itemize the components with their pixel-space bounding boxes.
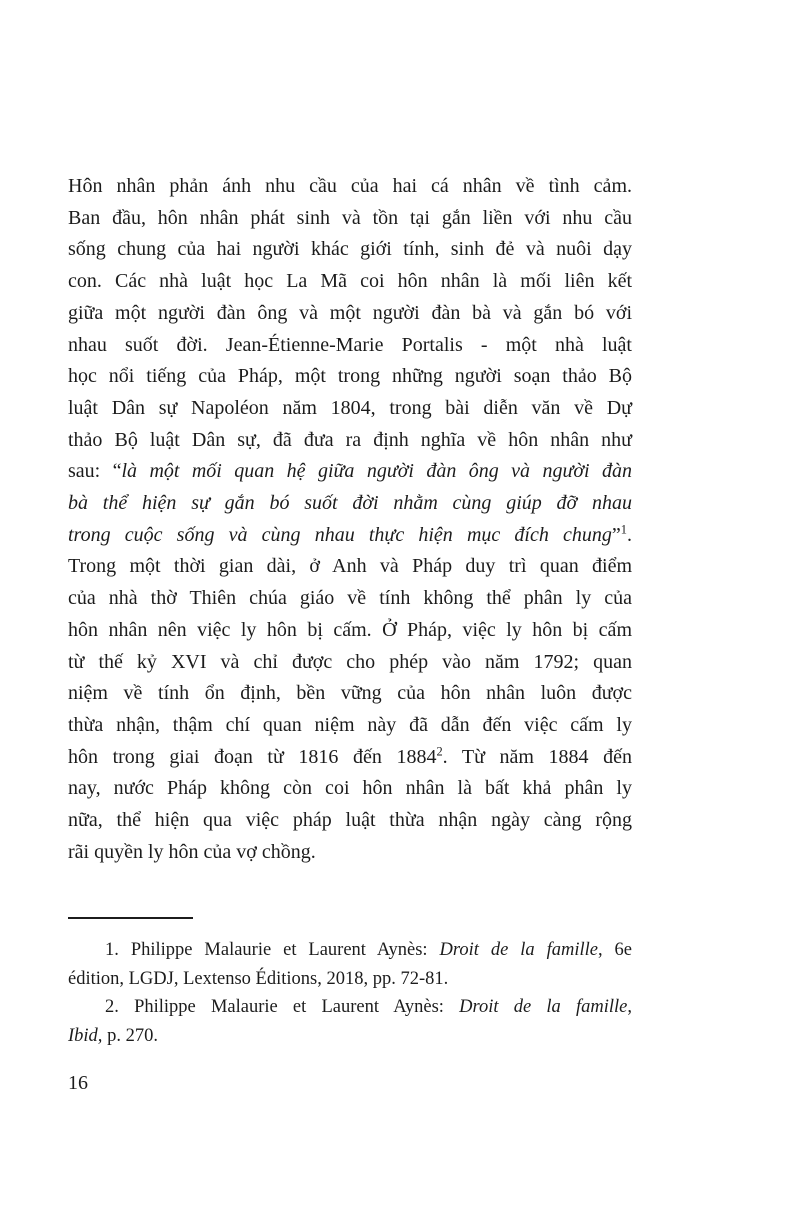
- body-segment: trong cuộc sống và cùng nhau thực hiện mục đích chung: [68, 523, 612, 546]
- body-line: [68, 710, 632, 742]
- body-segment: Ban đầu, hôn nhân phát sinh và tồn tại gắn liền với nhu cầu: [68, 206, 632, 229]
- body-segment: rãi quyền ly hôn của vợ chồng.: [68, 840, 316, 863]
- footnote-segment: Droit de la famille: [459, 997, 628, 1018]
- body-segment: ”: [611, 523, 621, 546]
- footnote-line: [68, 936, 632, 965]
- body-line: [68, 456, 632, 488]
- footnote-segment: p. 270.: [102, 1025, 158, 1046]
- footnote-line: [68, 1022, 632, 1051]
- body-line: [68, 203, 632, 235]
- footnotes: [68, 936, 632, 1050]
- footnote-segment: édition, LGDJ, Lextenso Éditions, 2018, pp. 72-81.: [68, 968, 449, 989]
- body-segment: bà thể hiện sự gắn bó suốt đời nhằm cùng giúp đỡ nhau: [68, 492, 632, 515]
- body-line: [68, 234, 632, 266]
- body-line: [68, 488, 632, 520]
- footnote-segment: ,: [627, 997, 632, 1018]
- body-segment: luật Dân sự Napoléon năm 1804, trong bài diễn văn về Dự: [68, 396, 632, 419]
- body-segment: .: [627, 523, 632, 546]
- body-footnote-ref: 1: [620, 522, 627, 537]
- page-number: 16: [68, 1072, 88, 1094]
- body-line: [68, 773, 632, 805]
- body-segment: học nổi tiếng của Pháp, một trong những người soạn thảo Bộ: [68, 365, 632, 388]
- body-line: [68, 393, 632, 425]
- footnote-1: [68, 936, 632, 993]
- body-line: [68, 425, 632, 457]
- body-segment: sau: “: [68, 460, 122, 483]
- footnote-line: [68, 965, 632, 994]
- body-line: [68, 678, 632, 710]
- body-segment: Hôn nhân phản ánh nhu cầu của hai cá nhân về tình cảm.: [68, 175, 632, 197]
- body-segment: của nhà thờ Thiên chúa giáo về tính không thể phân ly của: [68, 587, 632, 610]
- body-line: [68, 266, 632, 298]
- footnote-segment: , 6e: [597, 940, 632, 960]
- footnote-segment: Ibid,: [68, 1025, 103, 1046]
- footnote-line: [68, 993, 632, 1022]
- body-segment: nay, nước Pháp không còn coi hôn nhân là bất khả phân ly: [68, 777, 632, 800]
- body-line: [68, 583, 632, 615]
- body-text: [68, 171, 632, 868]
- body-segment: từ thế kỷ XVI và chỉ được cho phép vào năm 1792; quan: [68, 650, 632, 673]
- body-segment: thừa nhận, thậm chí quan niệm này đã dẫn đến việc cấm ly: [68, 713, 632, 736]
- footnote-segment: Droit de la famille: [439, 940, 598, 960]
- footnote-segment: 1. Philippe Malaurie et Laurent Aynès:: [105, 940, 440, 960]
- body-line: [68, 520, 632, 552]
- footnote-segment: 2. Philippe Malaurie et Laurent Aynès:: [105, 997, 460, 1018]
- body-segment: nữa, thể hiện qua việc pháp luật thừa nhận ngày càng rộng: [68, 809, 632, 832]
- body-line: [68, 742, 632, 774]
- body-footnote-ref: 2: [436, 744, 443, 758]
- body-segment: niệm về tính ổn định, bền vững của hôn nhân luôn được: [68, 682, 632, 705]
- body-segment: nhau suốt đời. Jean-Étienne-Marie Portalis - một nhà luật: [68, 333, 632, 356]
- body-line: [68, 171, 632, 203]
- body-segment: hôn nhân nên việc ly hôn bị cấm. Ở Pháp, việc ly hôn bị cấm: [68, 618, 632, 641]
- body-segment: sống chung của hai người khác giới tính, sinh đẻ và nuôi dạy: [68, 238, 632, 261]
- body-segment: . Từ năm 1884 đến: [442, 745, 632, 768]
- body-segment: thảo Bộ luật Dân sự, đã đưa ra định nghĩa về hôn nhân như: [68, 428, 632, 451]
- body-line: [68, 615, 632, 647]
- body-line: [68, 805, 632, 837]
- body-segment: giữa một người đàn ông và một người đàn bà và gắn bó với: [68, 301, 632, 324]
- body-line: [68, 330, 632, 362]
- body-line: [68, 647, 632, 679]
- footnote-2: [68, 993, 632, 1050]
- body-segment: con. Các nhà luật học La Mã coi hôn nhân là mối liên kết: [68, 270, 632, 293]
- body-segment: là một mối quan hệ giữa người đàn ông và người đàn: [121, 460, 632, 483]
- body-line: [68, 837, 632, 869]
- body-segment: hôn trong giai đoạn từ 1816 đến 1884: [68, 745, 437, 768]
- body-line: [68, 298, 632, 330]
- body-segment: Trong một thời gian dài, ở Anh và Pháp duy trì quan điểm: [68, 555, 632, 578]
- body-line: [68, 361, 632, 393]
- body-line: [68, 551, 632, 583]
- footnote-separator-rule: [68, 917, 193, 919]
